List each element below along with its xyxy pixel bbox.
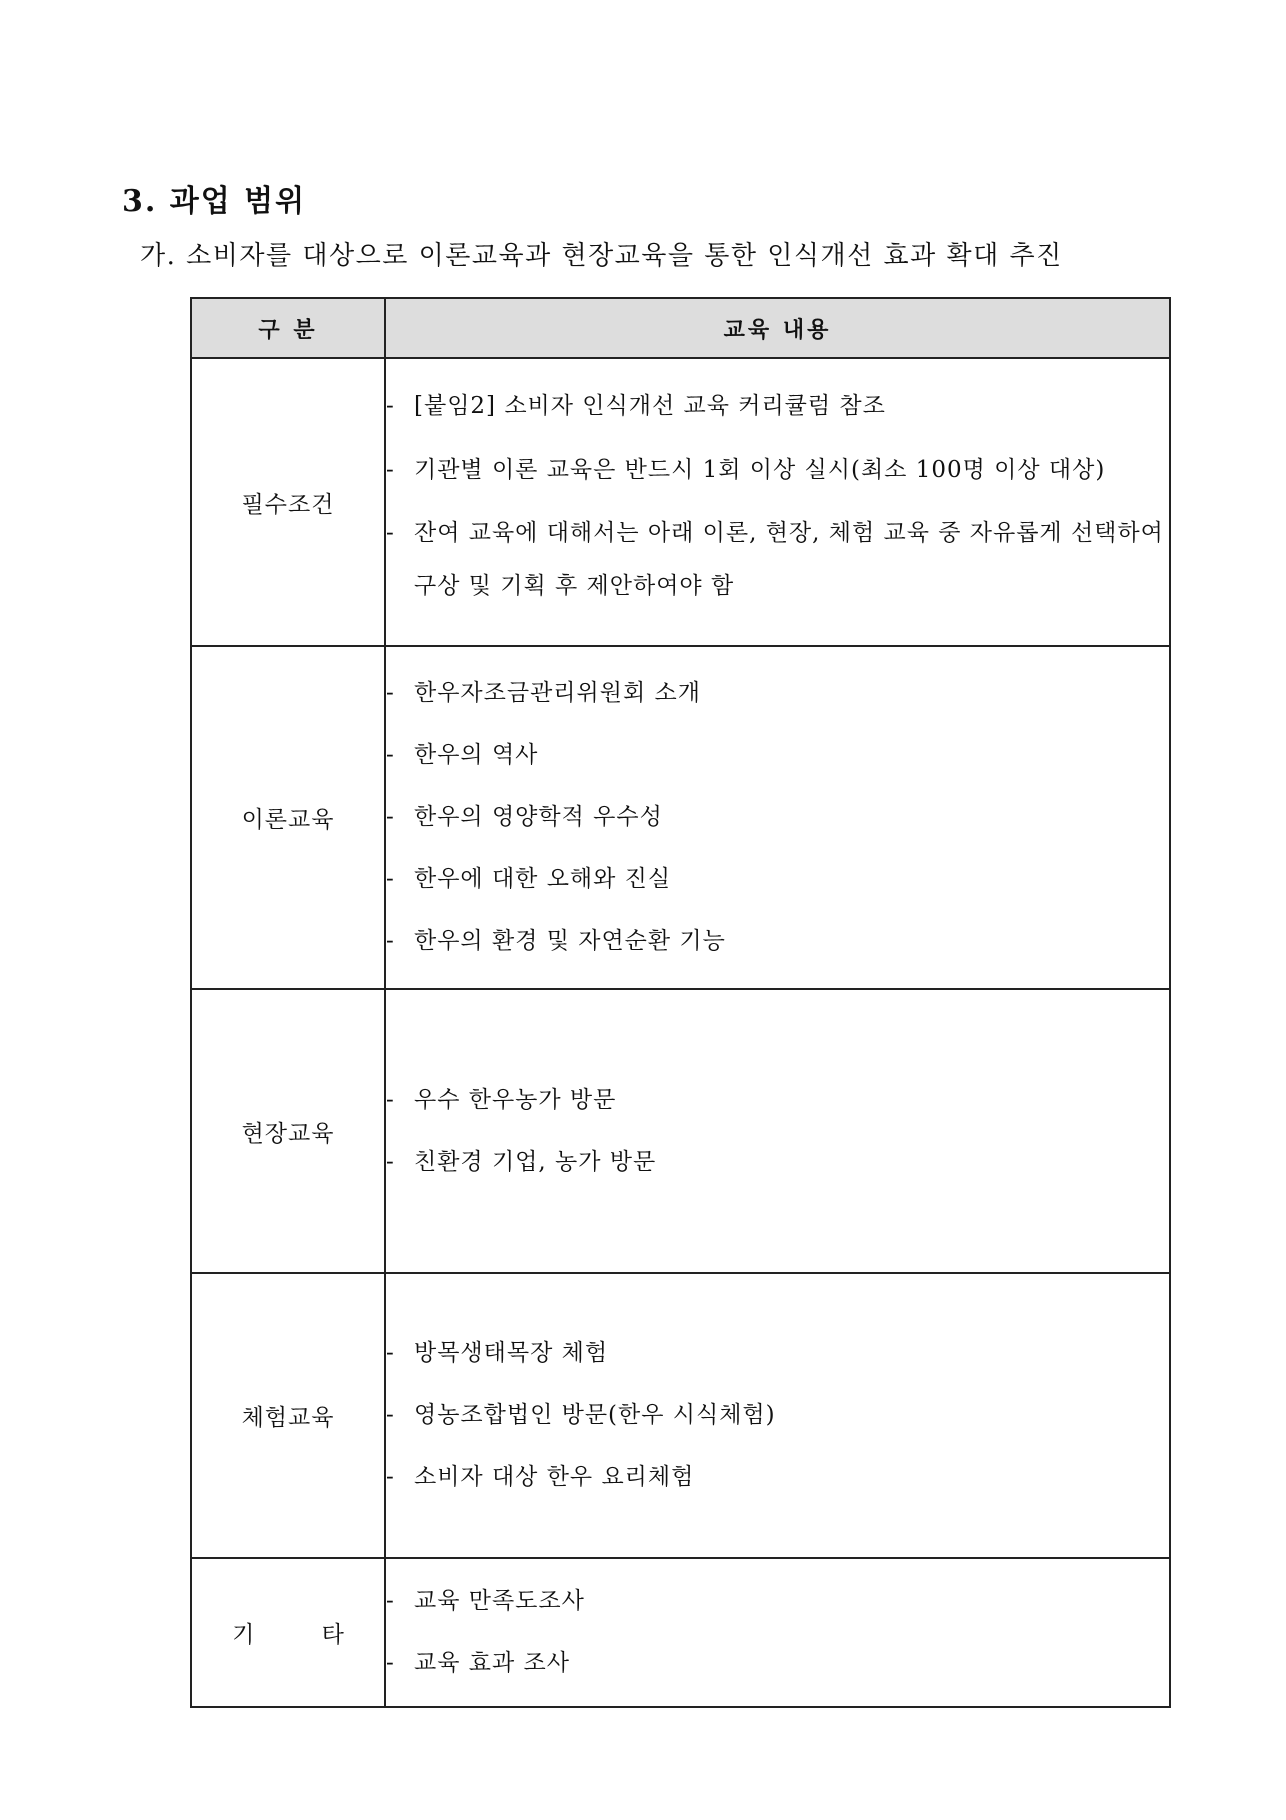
list-item: - 기관별 이론 교육은 반드시 1회 이상 실시(최소 100명 이상 대상) <box>386 455 1169 486</box>
education-scope-table <box>190 297 1171 1708</box>
table-row <box>191 989 1170 1273</box>
section-title: 3. 과업 범위 <box>122 184 307 219</box>
row-category: 기 타 <box>191 1558 385 1707</box>
list-item: - 교육 만족도조사 <box>386 1586 1169 1617</box>
row-content <box>385 1558 1170 1707</box>
table-row <box>191 646 1170 989</box>
list-item: - 한우의 역사 <box>386 740 1169 771</box>
row-category: 현장교육 <box>191 989 385 1273</box>
row-content <box>385 646 1170 989</box>
list-item: - 한우의 환경 및 자연순환 기능 <box>386 926 1169 957</box>
table-header-row <box>191 298 1170 358</box>
row-category: 필수조건 <box>191 358 385 646</box>
section-subtitle: 가. 소비자를 대상으로 이론교육과 현장교육을 통한 인식개선 효과 확대 추진 <box>140 241 1063 271</box>
list-item: - 한우에 대한 오해와 진실 <box>386 864 1169 895</box>
table-row <box>191 358 1170 646</box>
table-row <box>191 1273 1170 1558</box>
list-item: - 우수 한우농가 방문 <box>386 1085 1169 1116</box>
row-content <box>385 1273 1170 1558</box>
list-item: - 교육 효과 조사 <box>386 1648 1169 1679</box>
row-category: 이론교육 <box>191 646 385 989</box>
list-item: - [붙임2] 소비자 인식개선 교육 커리큘럼 참조 <box>386 391 1169 422</box>
row-content <box>385 989 1170 1273</box>
list-item: - 친환경 기업, 농가 방문 <box>386 1147 1169 1178</box>
list-item: - 방목생태목장 체험 <box>386 1338 1169 1369</box>
header-content: 교육 내용 <box>385 298 1170 358</box>
list-item: - 한우의 영양학적 우수성 <box>386 802 1169 833</box>
table-row <box>191 1558 1170 1707</box>
row-category: 체험교육 <box>191 1273 385 1558</box>
list-item: - 잔여 교육에 대해서는 아래 이론, 현장, 체험 교육 중 자유롭게 선택하여 구상 및 기획 후 제안하여야 함 <box>386 507 1169 613</box>
header-category: 구 분 <box>191 298 385 358</box>
list-item: - 영농조합법인 방문(한우 시식체험) <box>386 1400 1169 1431</box>
list-item: - 한우자조금관리위원회 소개 <box>386 678 1169 709</box>
list-item: - 소비자 대상 한우 요리체험 <box>386 1462 1169 1493</box>
row-content <box>385 358 1170 646</box>
